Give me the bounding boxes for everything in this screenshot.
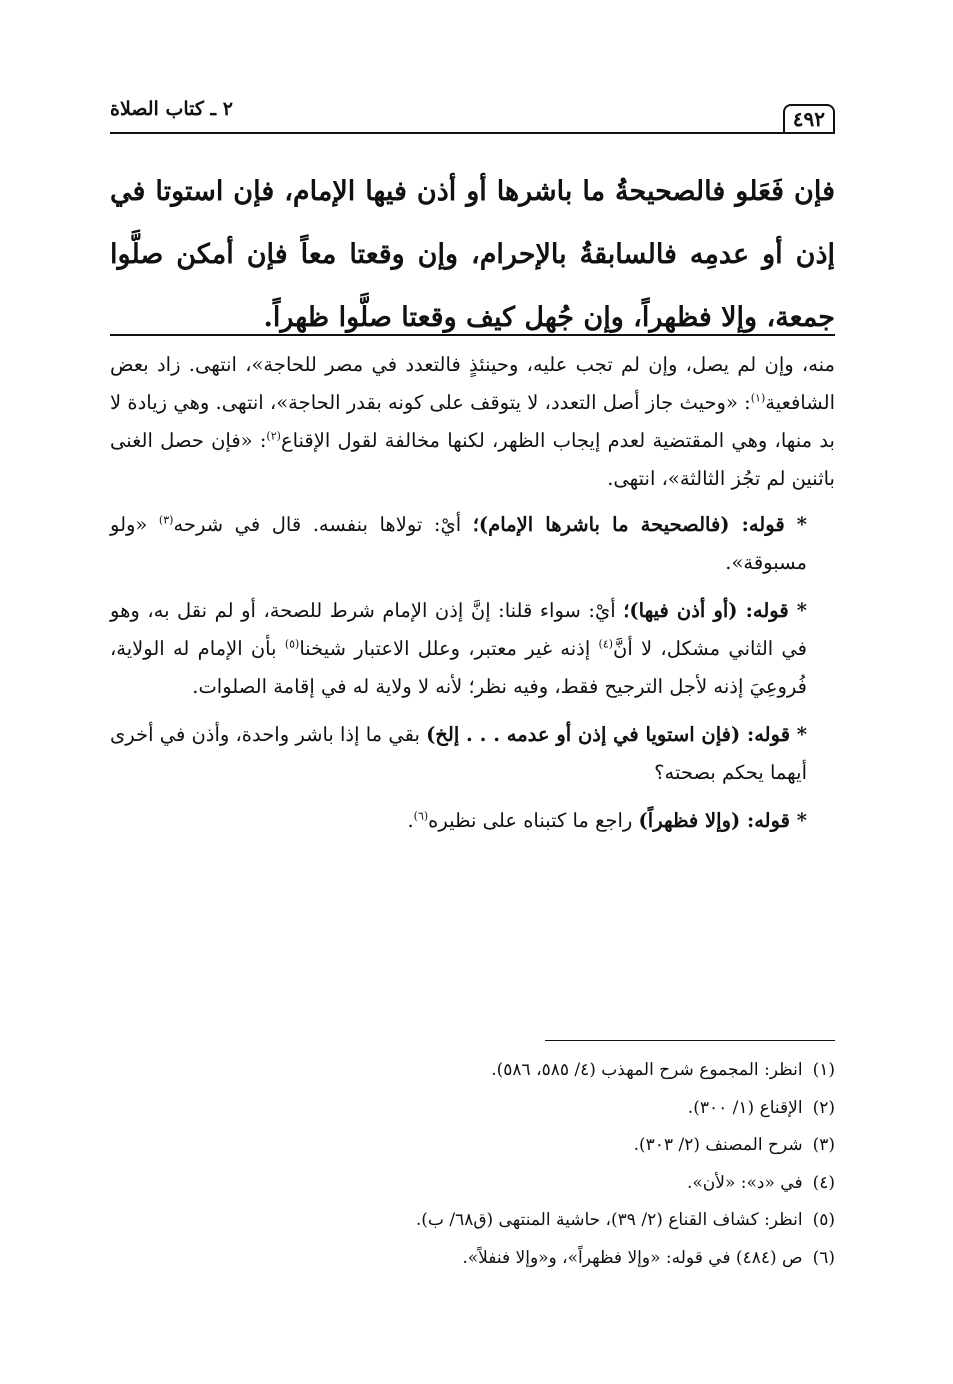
page-number: ٤٩٢ bbox=[783, 104, 835, 134]
lemma: * قوله: (فإن استويا في إذن أو عدمه . . . إلخ) bbox=[426, 723, 808, 746]
footnote-number: (٦) bbox=[812, 1247, 835, 1268]
footnote-number: (٢) bbox=[812, 1097, 835, 1118]
running-title: ٢ ـ كتاب الصلاة bbox=[110, 98, 233, 120]
commentary-text: : «وحيث جاز أصل التعدد، لا يتوقف على كونه بقدر الحاجة»، انتهى. وهي زيادة لا بد منها، وهي المقتضية لعدم إيجاب الظهر، لكنها مخالفة لقول الإقناع bbox=[110, 391, 835, 452]
footnote bbox=[110, 1165, 835, 1203]
footnote bbox=[110, 1127, 835, 1165]
footnote-ref[interactable]: (٤) bbox=[598, 637, 614, 651]
footnote-ref[interactable]: (١) bbox=[750, 391, 766, 405]
footnote-number: (١) bbox=[812, 1060, 835, 1080]
commentary-text: زاد بعض الشافعية bbox=[110, 353, 835, 414]
lemma: * قوله: (أو أذن فيها)؛ bbox=[623, 599, 807, 622]
commentary-paragraph bbox=[110, 506, 835, 582]
footnote-text: في «د»: «لأن». bbox=[686, 1172, 803, 1193]
footnote-ref[interactable]: (٦) bbox=[413, 809, 429, 823]
commentary-text: منه، وإن لم يصل، وإن لم تجب عليه، وحينئذٍ فالتعدد في مصر للحاجة»، انتهى. bbox=[188, 353, 835, 376]
footnote-number: (٥) bbox=[812, 1210, 835, 1230]
footnote bbox=[110, 1240, 835, 1278]
page-header bbox=[110, 92, 835, 134]
footnote-number: (٤) bbox=[812, 1172, 835, 1193]
footnotes bbox=[110, 1052, 835, 1277]
commentary-text: بقي ما إذا باشر واحدة، وأذن في أخرى أيهما يحكم بصحته؟ bbox=[110, 723, 807, 784]
footnote-text: انظر: المجموع شرح المهذب (٤/ ٥٨٥، ٥٨٦). bbox=[491, 1060, 803, 1080]
commentary-text: راجع ما كتبناه على نظيره bbox=[428, 809, 639, 832]
footnote-ref[interactable]: (٣) bbox=[158, 513, 174, 527]
lemma: * قوله: (فالصحيحة ما باشرها الإمام)؛ bbox=[472, 513, 807, 536]
footnote bbox=[110, 1052, 835, 1090]
commentary-text: : «فإن حصل الغنى باثنين لم تجُز الثالثة»، انتهى. bbox=[110, 429, 835, 490]
commentary-text: بأن الإمام له الولاية، فُروعِيَ إذنه لأجل الترجيح فقط، وفيه نظر؛ لأنه لا ولاية له في إقامة الصلوات. bbox=[110, 637, 807, 698]
footnote-text: شرح المصنف (٢/ ٣٠٣). bbox=[633, 1135, 803, 1155]
footnote-ref[interactable]: (٢) bbox=[266, 429, 281, 443]
commentary-text: أيْ: سواء قلنا: إنَّ إذن الإمام شرط للصحة، أو لم نقل به، وهو في الثاني مشكل، لا أنَّ bbox=[110, 599, 808, 660]
commentary-text: إذنه غير معتبر، وعلل الاعتبار شيخنا bbox=[299, 637, 599, 660]
main-text: فإن فَعَلو فالصحيحةُ ما باشرها أو أذن فيها الإمام، فإن استوتا في إذن أو عدمِه فالسابقةُ بالإحرام، وإن وقعتا معاً فإن أمكن صلَّوا جمعة، وإلا فظهراً، وإن جُهل كيف وقعتا صلَّوا ظهراً. bbox=[110, 176, 835, 333]
commentary-text: أيْ: تولاها بنفسه. قال في شرحه bbox=[173, 513, 473, 536]
footnote-text: انظر: كشاف القناع (٢/ ٣٩)، حاشية المنتهى (ق٦٨/ ب). bbox=[415, 1210, 803, 1230]
book-page bbox=[110, 0, 835, 1384]
commentary-text: . bbox=[407, 809, 414, 832]
commentary-text: «ولو مسبوقة». bbox=[110, 513, 807, 574]
footnote-ref[interactable]: (٥) bbox=[284, 637, 300, 651]
commentary bbox=[110, 346, 835, 850]
commentary-paragraph bbox=[110, 592, 835, 706]
lemma: * قوله: (وإلا فظهراً) bbox=[638, 809, 807, 832]
footnote-text: الإقناع (١/ ٣٠٠). bbox=[687, 1097, 803, 1118]
commentary-paragraph bbox=[110, 716, 835, 792]
footnote bbox=[110, 1090, 835, 1128]
commentary-paragraph bbox=[110, 346, 835, 498]
commentary-paragraph bbox=[110, 802, 835, 840]
footnote-number: (٣) bbox=[812, 1135, 835, 1155]
footnote-text: ص (٤٨٤) في قوله: «وإلا فظهراً»، و«وإلا فنفلاً». bbox=[462, 1247, 803, 1268]
footnote bbox=[110, 1202, 835, 1240]
main-separator bbox=[110, 334, 835, 336]
footnote-separator bbox=[545, 1040, 835, 1041]
